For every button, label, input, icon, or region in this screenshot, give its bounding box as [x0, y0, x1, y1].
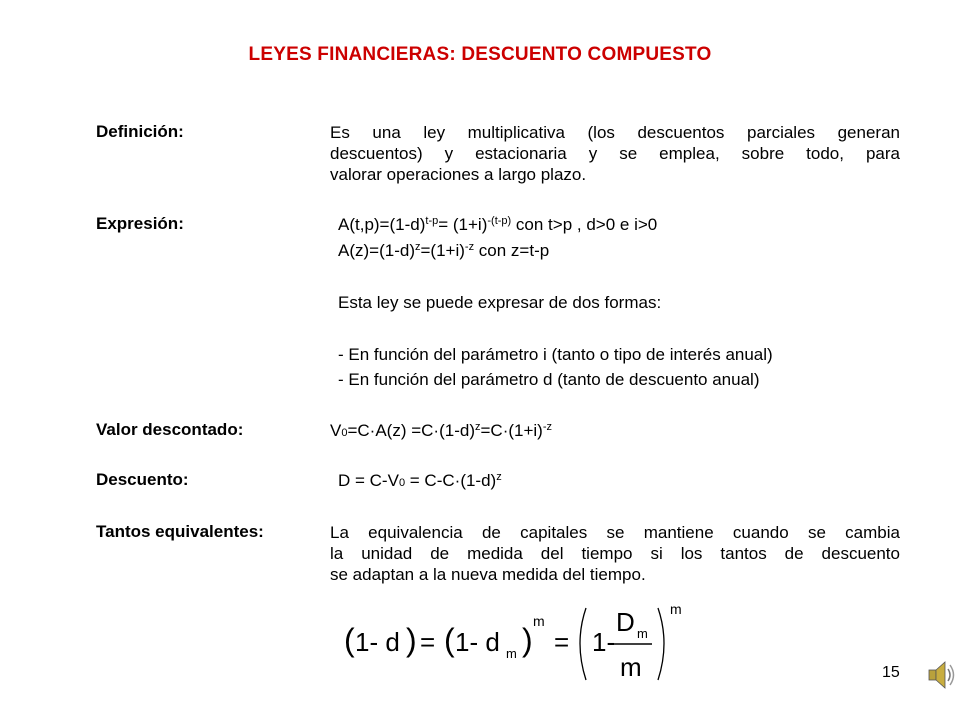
descuento-label: Descuento:: [96, 470, 189, 489]
definicion-label: Definición:: [96, 122, 184, 141]
equivalence-formula: [330, 598, 702, 688]
formula-mid-sub: m: [506, 646, 517, 661]
formula-eq-1: =: [420, 627, 436, 657]
formula-num-sub: m: [637, 626, 648, 641]
vd-b: =C·A(z) =C·(1-d): [347, 421, 475, 440]
expr1-b: = (1+i): [438, 215, 488, 234]
forma-1: - En función del parámetro i (tanto o tipo de interés anual): [338, 345, 773, 364]
vd-c: =C·(1+i): [480, 421, 543, 440]
forma-2: - En función del parámetro d (tanto de descuento anual): [338, 370, 760, 389]
formula-mid-sup: m: [533, 613, 545, 629]
expr1-a-sup: t-p: [425, 215, 439, 227]
descuento-formula: [338, 470, 502, 491]
expr1-c: con t>p , d>0 e i>0: [511, 215, 658, 234]
paren-close-2: ): [522, 622, 533, 658]
vd-a: V: [330, 421, 342, 440]
formula-den: m: [620, 652, 642, 682]
expr2-b: =(1+i): [420, 241, 465, 260]
expr2-a-sup: z: [414, 241, 421, 253]
expr2-c: con z=t-p: [474, 241, 550, 260]
expresion-formula-1: [338, 214, 657, 235]
vd-a-sub: 0: [341, 427, 348, 439]
vd-c-sup: -z: [542, 421, 553, 433]
speaker-icon[interactable]: [928, 658, 956, 692]
formula-num: D: [616, 607, 635, 637]
valor-descontado-formula: [330, 420, 552, 441]
tantos-text: [330, 522, 900, 585]
formula-eq-2: =: [554, 627, 570, 657]
definicion-line-2: descuentos) y estacionaria y se emplea, sobre todo, para: [330, 144, 900, 163]
paren-open-1: (: [344, 622, 355, 658]
formula-rhs-one: 1-: [592, 627, 616, 657]
formula-mid: 1- d: [455, 627, 500, 657]
formula-rhs-sup: m: [670, 601, 682, 617]
expresion-formula-2: [338, 240, 549, 261]
formas-intro: Esta ley se puede expresar de dos formas:: [338, 293, 662, 312]
tantos-line-2: la unidad de medida del tiempo si los tantos de descuento: [330, 544, 900, 563]
tantos-line-1: La equivalencia de capitales se mantiene cuando se cambia: [330, 523, 900, 542]
definicion-line-3: valorar operaciones a largo plazo.: [330, 165, 587, 184]
definicion-line-1: Es una ley multiplicativa (los descuentos parciales generan: [330, 123, 900, 142]
big-paren-close: [658, 608, 664, 680]
vd-b-sup: z: [474, 421, 481, 433]
desc-a-sub: 0: [398, 477, 406, 489]
desc-a: D = C-V: [338, 471, 399, 490]
expr1-b-sup: -(t-p): [487, 215, 512, 227]
valor-descontado-label: Valor descontado:: [96, 420, 244, 439]
expr2-a: A(z)=(1-d): [338, 241, 415, 260]
paren-close-1: ): [406, 622, 417, 658]
page-title: LEYES FINANCIERAS: DESCUENTO COMPUESTO: [248, 44, 712, 65]
formula-lhs: 1- d: [355, 627, 400, 657]
tantos-line-3: se adaptan a la nueva medida del tiempo.: [330, 565, 646, 584]
tantos-label: Tantos equivalentes:: [96, 522, 264, 541]
desc-b-sup: z: [496, 471, 502, 483]
big-paren-open: [580, 608, 586, 680]
expresion-label: Expresión:: [96, 214, 184, 233]
paren-open-2: (: [444, 622, 455, 658]
definicion-text: [330, 122, 900, 185]
desc-b: = C-C·(1-d): [405, 471, 497, 490]
expr2-b-sup: -z: [464, 241, 475, 253]
page-number: 15: [882, 664, 900, 681]
expr1-a: A(t,p)=(1-d): [338, 215, 426, 234]
